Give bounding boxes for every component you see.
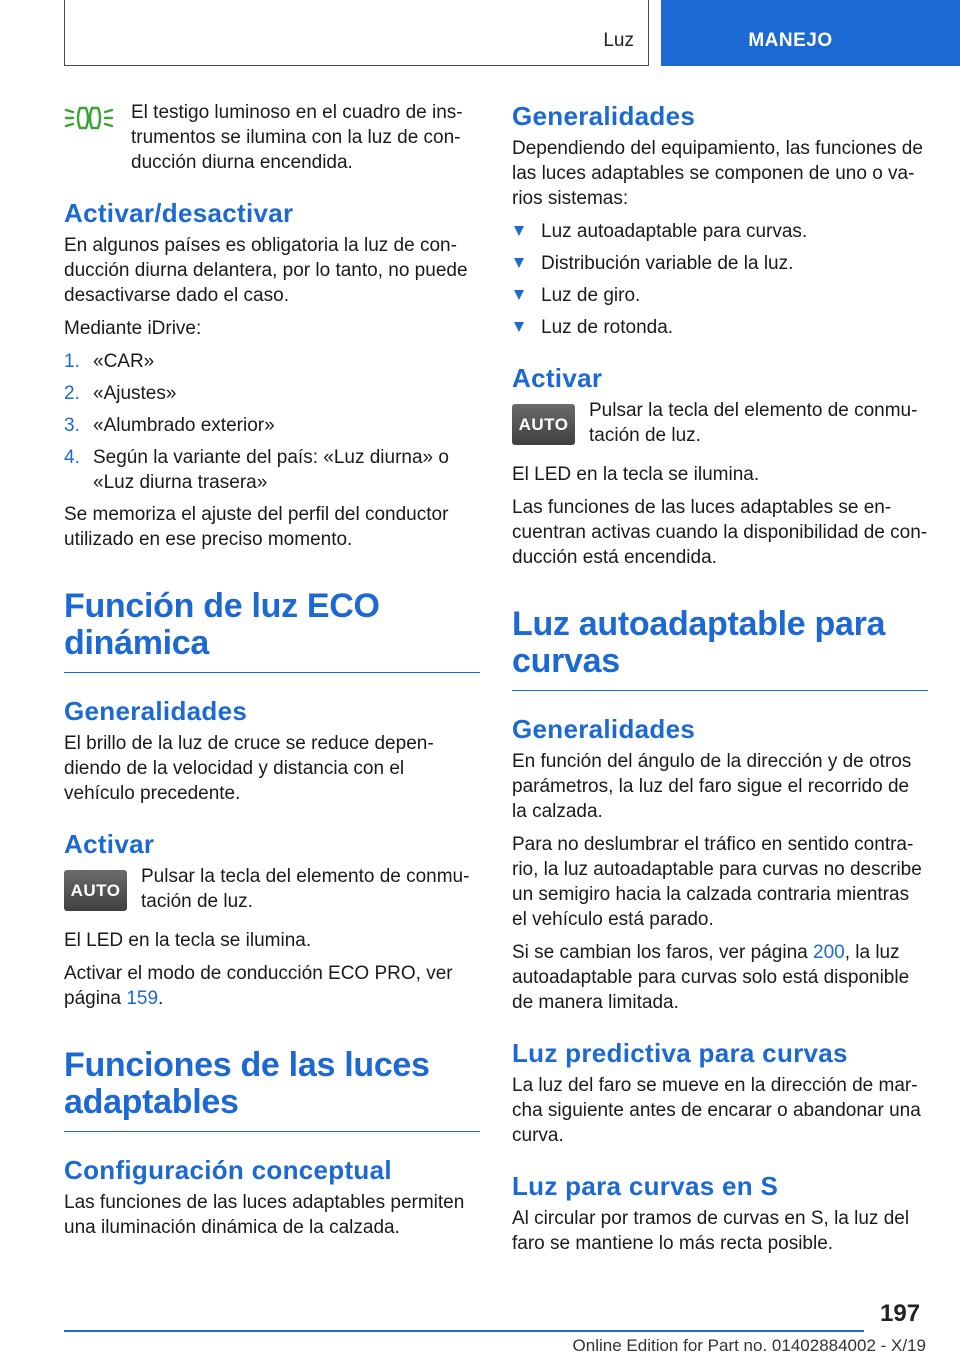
paragraph: Las funciones de las luces adaptables permiten una iluminación dinámica de la calzada.	[64, 1192, 465, 1238]
heading-activar: Activar	[512, 363, 603, 393]
right-column	[512, 100, 928, 1264]
step-number: 2.	[64, 383, 80, 404]
triangle-bullet-icon	[514, 226, 524, 236]
list-item	[64, 445, 480, 495]
header-section-box	[64, 0, 649, 66]
bullet-text: Luz de rotonda.	[541, 317, 674, 338]
text: Activar el modo de conducción ECO PRO, ver página	[64, 963, 453, 1009]
adaptive-systems-list	[512, 219, 928, 340]
list-item	[64, 349, 480, 374]
heading-generalidades: Generalidades	[512, 101, 696, 131]
paragraph: Para no deslumbrar el tráfico en sentido contra-rio, la luz autoadaptable para curvas no describe un semigiro hacia la calzada contraria mientras el vehículo está parado.	[512, 834, 922, 930]
list-item	[64, 413, 480, 438]
text: Si se cambian los faros, ver página	[512, 942, 813, 963]
paragraph-headlight-change	[512, 940, 928, 1015]
section-title-eco: Función de luz ECO dinámica	[64, 588, 480, 673]
idrive-steps	[64, 349, 480, 495]
page-link-200[interactable]: 200	[813, 942, 845, 963]
paragraph: Se memoriza el ajuste del perfil del conductor utilizado en ese preciso momento.	[64, 504, 449, 550]
auto-button-icon: AUTO	[512, 404, 575, 445]
heading-activar-desactivar: Activar/desactivar	[64, 198, 294, 228]
step-number: 3.	[64, 415, 80, 436]
triangle-bullet-icon	[514, 290, 524, 300]
paragraph: El LED en la tecla se ilumina.	[512, 464, 760, 485]
list-item	[512, 283, 928, 308]
step-text: «Ajustes»	[93, 383, 177, 404]
list-item	[64, 381, 480, 406]
paragraph: Dependiendo del equipamiento, las funciones de las luces adaptables se componen de uno o va-rios sistemas:	[512, 138, 923, 209]
heading-generalidades: Generalidades	[64, 696, 248, 726]
list-item	[512, 219, 928, 244]
footer-edition: Online Edition for Part no. 01402884002 - X/19	[572, 1336, 926, 1355]
heading-curvas-en-s: Luz para curvas en S	[512, 1171, 779, 1201]
page-number: 197	[880, 1300, 921, 1327]
paragraph: El brillo de la luz de cruce se reduce depen-diendo de la velocidad y distancia con el vehículo precedente.	[64, 733, 434, 804]
bullet-text: Luz de giro.	[541, 285, 641, 306]
step-text: «Alumbrado exterior»	[93, 415, 275, 436]
indicator-text: El testigo luminoso en el cuadro de ins-trumentos se ilumina con la luz de con-ducción diurna encendida.	[131, 102, 463, 173]
triangle-bullet-icon	[514, 322, 524, 332]
section-title: Luz	[603, 30, 634, 51]
paragraph: La luz del faro se mueve en la dirección de mar-cha siguiente antes de encarar o abandonar una curva.	[512, 1075, 921, 1146]
list-item	[512, 315, 928, 340]
text: , la luz autoadaptable para curvas solo está disponible de manera limitada.	[512, 942, 910, 1013]
triangle-bullet-icon	[514, 258, 524, 268]
paragraph: Pulsar la tecla del elemento de conmu-tación de luz.	[141, 866, 470, 912]
indicator-note	[64, 100, 480, 175]
step-number: 4.	[64, 447, 80, 468]
heading-luz-predictiva: Luz predictiva para curvas	[512, 1038, 848, 1068]
paragraph: En función del ángulo de la dirección y de otros parámetros, la luz del faro sigue el recorrido de la calzada.	[512, 751, 912, 822]
left-column	[64, 100, 480, 1248]
heading-activar: Activar	[64, 829, 155, 859]
bullet-text: Distribución variable de la luz.	[541, 253, 794, 274]
auto-button-icon: AUTO	[64, 870, 127, 911]
heading-generalidades: Generalidades	[512, 714, 696, 744]
auto-note	[512, 398, 928, 448]
paragraph: Las funciones de las luces adaptables se en-cuentran activas cuando la disponibilidad de con-ducción está encendida.	[512, 497, 928, 568]
auto-note	[64, 864, 480, 914]
step-text: «CAR»	[93, 351, 155, 372]
paragraph: En algunos países es obligatoria la luz de con-ducción diurna delantera, por lo tanto, no puede desactivarse dado el caso.	[64, 235, 468, 306]
paragraph: Pulsar la tecla del elemento de conmu-tación de luz.	[589, 400, 918, 446]
section-title-adaptive: Funciones de las luces adaptables	[64, 1047, 480, 1132]
paragraph: Al circular por tramos de curvas en S, la luz del faro se mantiene lo más recta posible.	[512, 1208, 910, 1254]
step-number: 1.	[64, 351, 80, 372]
page-link-159[interactable]: 159	[126, 988, 159, 1009]
heading-configuracion: Configuración conceptual	[64, 1155, 392, 1185]
daytime-running-light-icon	[64, 104, 114, 132]
step-text: Según la variante del país: «Luz diurna» o «Luz diurna trasera»	[93, 447, 449, 493]
paragraph-eco-pro	[64, 961, 480, 1011]
list-item	[512, 251, 928, 276]
chapter-tab[interactable]	[661, 0, 960, 66]
footer-divider	[64, 1330, 864, 1332]
chapter-title: MANEJO	[748, 30, 833, 51]
bullet-text: Luz autoadaptable para curvas.	[541, 221, 808, 242]
text: .	[158, 988, 164, 1009]
section-title-curve-light: Luz autoadaptable para curvas	[512, 606, 928, 691]
paragraph: Mediante iDrive:	[64, 318, 202, 339]
paragraph: El LED en la tecla se ilumina.	[64, 930, 312, 951]
